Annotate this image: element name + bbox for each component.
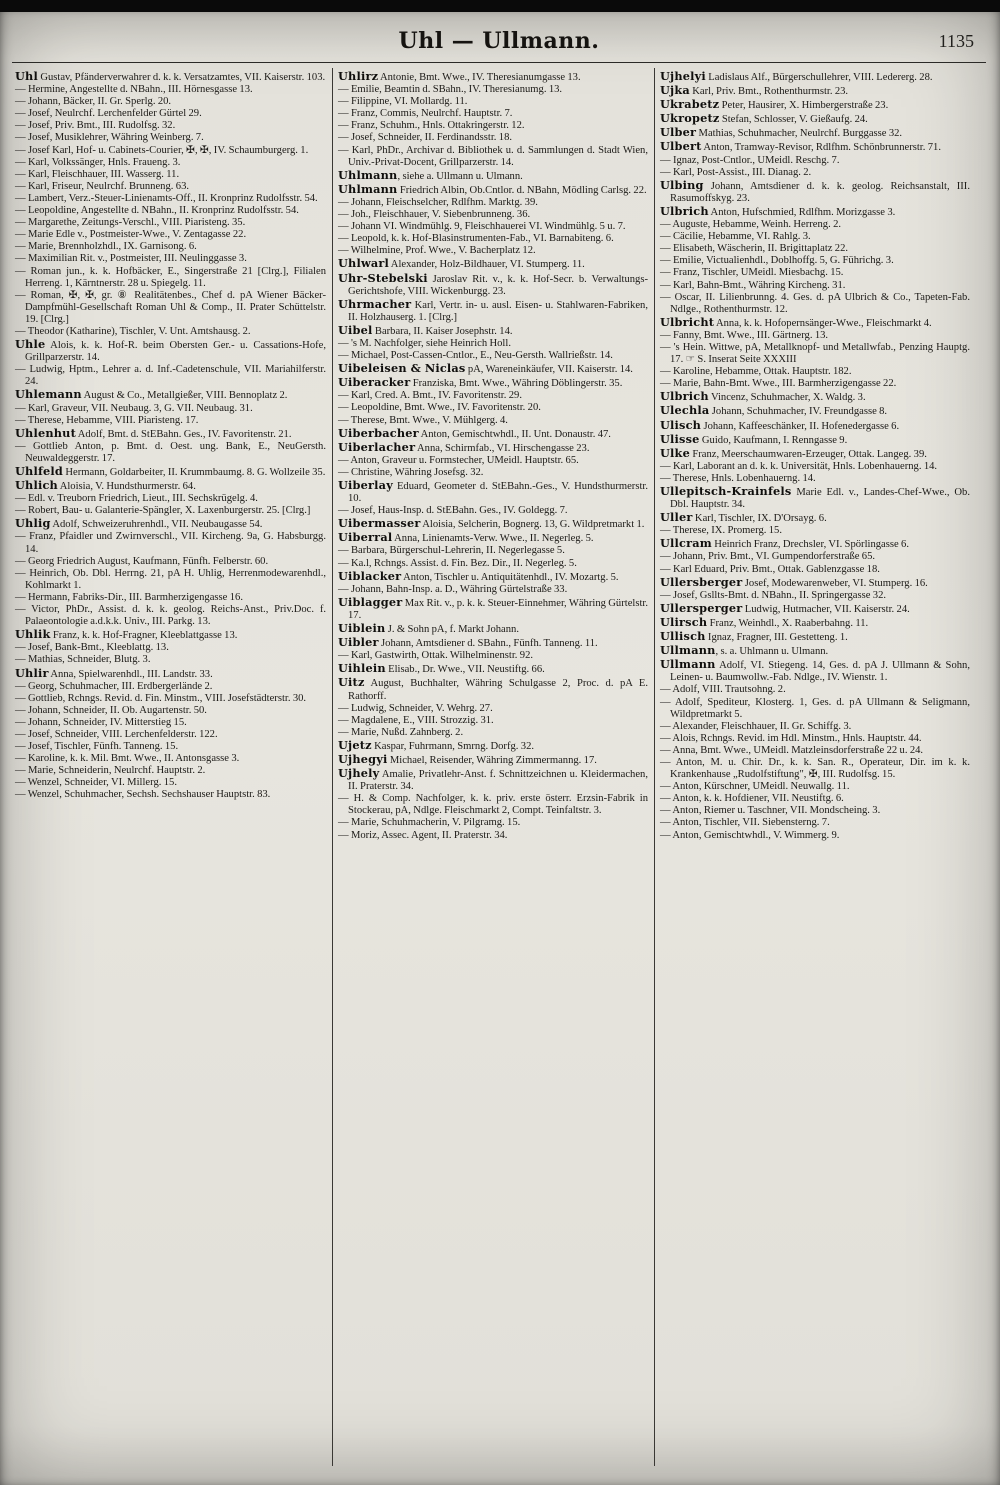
directory-entry: Uiberlay Eduard, Geometer d. StEBahn.-Ges., V. Hundsthurmerstr. 10. xyxy=(338,478,648,505)
directory-entry: Ulechla Johann, Schuhmacher, IV. Freundgasse 8. xyxy=(660,403,888,418)
column-3 xyxy=(654,68,976,1466)
entry-surname: Uhl xyxy=(15,69,38,83)
entry-surname: Uhlig xyxy=(15,516,51,531)
directory-entry: — Anton, Riemer u. Taschner, VII. Mondscheing. 3. xyxy=(660,805,881,817)
directory-entry: Ujhegyi Michael, Reisender, Währing Zimmermanng. 17. xyxy=(338,751,597,766)
directory-entry: Ujetz Kaspar, Fuhrmann, Smrng. Dorfg. 32. xyxy=(338,737,535,752)
directory-entry: — H. & Comp. Nachfolger, k. k. priv. erste österr. Erzsin-Fabrik in Stockerau, pA, Ndlge. Fleischmarkt 2, Compt. Teinfaltstr. 3. xyxy=(338,793,648,817)
directory-entry: — Josef, Neulrchf. Lerchenfelder Gürtel 29. xyxy=(15,108,202,120)
entry-surname: Ujhelyi xyxy=(660,69,706,83)
entry-surname: Uibermasser xyxy=(338,516,421,531)
directory-entry: — Gottlieb, Rchngs. Revid. d. Fin. Minstm., VIII. Josefstädterstr. 30. xyxy=(15,692,307,704)
directory-entry: Uhlfeld Hermann, Goldarbeiter, II. Krummbaumg. 8. G. Wollzeile 35. xyxy=(15,464,326,478)
directory-entry: — Auguste, Hebamme, Weinh. Herreng. 2. xyxy=(660,219,842,231)
directory-entry: Uibermasser Aloisia, Selcherin, Bognerg. 13, G. Wildpretmarkt 1. xyxy=(338,516,645,531)
entry-surname: Ujhegyi xyxy=(338,751,388,766)
entry-surname: Ujhely xyxy=(338,766,380,781)
directory-entry: — Wenzel, Schneider, VI. Millerg. 15. xyxy=(15,777,177,789)
directory-entry: — Anton, Tischler, VII. Siebensterng. 7. xyxy=(660,817,830,829)
entry-surname: Uihlein xyxy=(338,661,386,676)
directory-entry: — Margarethe, Zeitungs-Verschl., VIII. Piaristeng. 35. xyxy=(15,217,246,229)
directory-entry: Uiberacker Franziska, Bmt. Wwe., Währing Döblingerstr. 35. xyxy=(338,375,623,390)
scan-edge-top xyxy=(0,0,1000,12)
entry-surname: Ullersberger xyxy=(660,574,743,589)
directory-entry: — Johann, Fleischselcher, Rdlfhm. Marktg. 39. xyxy=(338,196,538,208)
directory-entry: — Maximilian Rit. v., Postmeister, III. Neulinggasse 3. xyxy=(15,253,247,265)
directory-entry: — Filippine, VI. Mollardg. 11. xyxy=(338,96,468,108)
directory-entry: — Edl. v. Treuborn Friedrich, Lieut., III. Sechskrügelg. 4. xyxy=(15,493,258,505)
directory-entry: Ulirsch Franz, Weinhdl., X. Raaberbahng. 11. xyxy=(660,614,869,629)
directory-entry: Ukrabetz Peter, Hausirer, X. Himbergerstraße 23. xyxy=(660,97,889,112)
entry-surname: Uiblein xyxy=(338,621,386,636)
directory-entry: — Johann, Priv. Bmt., VI. Gumpendorferstraße 65. xyxy=(660,551,876,563)
entry-surname: Uller xyxy=(660,510,693,525)
directory-entry: — Therese, Hnls. Lobenhauerng. 14. xyxy=(660,472,816,484)
directory-entry: — Franz, Commis, Neulrchf. Hauptstr. 7. xyxy=(338,108,513,120)
entry-surname: Uhr-Stebelski xyxy=(338,270,428,285)
directory-entry: — Karl Eduard, Priv. Bmt., Ottak. Gablenzgasse 18. xyxy=(660,563,880,575)
directory-entry: — Marie, Bahn-Bmt. Wwe., III. Barmherzigengasse 22. xyxy=(660,378,897,390)
directory-entry: — Karl, PhDr., Archivar d. Bibliothek u. d. Sammlungen d. Stadt Wien, Univ.-Privat-Docent, Grillparzerstr. 14. xyxy=(338,144,648,168)
directory-entry: Uiblein J. & Sohn pA, f. Markt Johann. xyxy=(338,621,519,636)
directory-entry: — Therese, Bmt. Wwe., V. Mühlgerg. 4. xyxy=(338,414,508,426)
directory-entry: — Leopoldine, Angestellte d. NBahn., II. Kronprinz Rudolfsstr. 54. xyxy=(15,205,299,217)
directory-entry: Uibler Johann, Amtsdiener d. SBahn., Fünfh. Tanneng. 11. xyxy=(338,635,598,650)
directory-entry: Uibel Barbara, II. Kaiser Josephstr. 14. xyxy=(338,322,513,337)
directory-entry: — Franz, Schuhm., Hnls. Ottakringerstr. 12. xyxy=(338,120,525,132)
directory-entry: Uiblacker Anton, Tischler u. Antiquitätenhdl., IV. Mozartg. 5. xyxy=(338,568,619,583)
directory-entry: Ujka Karl, Priv. Bmt., Rothenthurmstr. 23. xyxy=(660,83,849,98)
directory-entry: — Josef Karl, Hof- u. Cabinets-Courier, ✠, ✠, IV. Schaumburgerg. 1. xyxy=(15,144,309,156)
directory-entry: — Adolf, Spediteur, Klosterg. 1, Ges. d. pA Ullmann & Seligmann, Wildpretmarkt 5. xyxy=(660,696,970,720)
entry-surname: Uibler xyxy=(338,635,379,650)
directory-entry: Uiblagger Max Rit. v., p. k. k. Steuer-Einnehmer, Währing Gürtelstr. 17. xyxy=(338,594,648,621)
directory-entry: — Josef, Tischler, Fünfh. Tanneng. 15. xyxy=(15,741,179,753)
entry-surname: Ulisse xyxy=(660,431,700,446)
entry-surname: Uhlmann xyxy=(338,181,398,196)
directory-entry: — Josef, Gsllts-Bmt. d. NBahn., II. Springergasse 32. xyxy=(660,589,887,601)
directory-entry: — Magdalene, E., VIII. Strozzig. 31. xyxy=(338,714,494,726)
directory-entry: Uiberbacher Anton, Gemischtwhdl., II. Unt. Donaustr. 47. xyxy=(338,425,611,440)
directory-entry: Uhl Gustav, Pfänderverwahrer d. k. k. Versatzamtes, VII. Kaiserstr. 103. xyxy=(15,69,326,83)
directory-entry: — Anton, Graveur u. Formstecher, UMeidl. Hauptstr. 65. xyxy=(338,454,579,466)
directory-entry: Uihlein Elisab., Dr. Wwe., VII. Neustiftg. 66. xyxy=(338,661,545,676)
directory-entry: — 's Hein. Wittwe, pA, Metallknopf- und Metallwfab., Penzing Hauptg. 17. ☞ S. Inserat Seite XXXIII xyxy=(660,341,970,366)
directory-entry: — Karl, Gastwirth, Ottak. Wilhelminenstr. 92. xyxy=(338,650,534,662)
directory-entry: — Hermine, Angestellte d. NBahn., III. Hörnesgasse 13. xyxy=(15,84,253,96)
entry-surname: Ulbricht xyxy=(660,314,715,329)
directory-entry: — Anna, Bmt. Wwe., UMeidl. Matzleinsdorferstraße 22 u. 24. xyxy=(660,744,924,756)
directory-entry: — Alexander, Fleischhauer, II. Gr. Schiffg. 3. xyxy=(660,720,852,732)
column-2 xyxy=(332,68,654,1466)
directory-entry: — Josef, Schneider, VIII. Lerchenfelderstr. 122. xyxy=(15,728,218,740)
entry-surname: Uiberral xyxy=(338,530,393,545)
directory-entry: Uhlir Anna, Spielwarenhdl., III. Landstr. 33. xyxy=(15,665,213,680)
directory-entry: — Elisabeth, Wäscherin, II. Brigittaplatz 22. xyxy=(660,243,849,255)
directory-entry: — Fanny, Bmt. Wwe., III. Gärtnerg. 13. xyxy=(660,329,829,341)
directory-entry: — Anton, Kürschner, UMeidl. Neuwallg. 11. xyxy=(660,781,850,793)
entry-surname: Ulber xyxy=(660,125,697,140)
directory-entry: — Lambert, Verz.-Steuer-Linienamts-Off., II. Kronprinz Rudolfsstr. 54. xyxy=(15,192,318,204)
directory-entry: — Franz, Pfaidler und Zwirnverschl., VII. Kircheng. 9a, G. Habsburgg. 14. xyxy=(15,531,326,555)
entry-surname: Uiberlacher xyxy=(338,439,416,454)
directory-entry: — Marie, Schuhmacherin, V. Pilgramg. 15. xyxy=(338,817,521,829)
directory-entry: Ulbricht Anna, k. k. Hofopernsänger-Wwe., Fleischmarkt 4. xyxy=(660,314,932,329)
directory-entry: — Johann, Schneider, IV. Mitterstieg 15. xyxy=(15,716,187,728)
directory-entry: — Marie, Schneiderin, Neulrchf. Hauptstr. 2. xyxy=(15,765,206,777)
directory-entry: Uhlirz Antonie, Bmt. Wwe., IV. Theresianumgasse 13. xyxy=(338,69,581,83)
directory-entry: — Therese, IX. Promerg. 15. xyxy=(660,525,782,537)
directory-entry: — Johann, Bäcker, II. Gr. Sperlg. 20. xyxy=(15,96,172,108)
entry-surname: Ulbing xyxy=(660,177,704,192)
directory-entry: — Josef, Bank-Bmt., Kleeblattg. 13. xyxy=(15,642,169,654)
entry-surname: Uiberbacher xyxy=(338,425,419,440)
directory-entry: Uhlmann, siehe a. Ullmann u. Ulmann. xyxy=(338,167,523,182)
directory-entry: — Robert, Bau- u. Galanterie-Spängler, X. Laxenburgerstr. 25. [Clrg.] xyxy=(15,505,311,517)
directory-entry: Ulisse Guido, Kaufmann, I. Renngasse 9. xyxy=(660,431,848,446)
entry-surname: Uhlik xyxy=(15,627,51,642)
directory-entry: Ullcram Heinrich Franz, Drechsler, VI. Spörlingasse 6. xyxy=(660,536,909,551)
directory-entry: — Oscar, II. Lilienbrunng. 4. Ges. d. pA Ulbrich & Co., Tapeten-Fab. Ndlge., Rothenthurmstr. 12. xyxy=(660,291,970,315)
directory-entry: — Karl, Post-Assist., III. Dianag. 2. xyxy=(660,166,812,178)
directory-entry: — Therese, Hebamme, VIII. Piaristeng. 17. xyxy=(15,414,199,426)
entry-surname: Uhlir xyxy=(15,665,49,680)
directory-entry: — Anton, M. u. Chir. Dr., k. k. San. R., Operateur, Dir. im k. k. Krankenhause „Rudolfstiftung", ✠, III. Rudolfsg. 15. xyxy=(660,756,970,781)
entry-surname: Uhrmacher xyxy=(338,296,412,311)
entry-surname: Ukropetz xyxy=(660,111,720,126)
directory-entry: — Karl, Fleischhauer, III. Wasserg. 11. xyxy=(15,168,180,180)
entry-surname: Ulbert xyxy=(660,139,702,154)
entry-surname: Ullepitsch-Krainfels xyxy=(660,484,792,498)
directory-entry: — Leopoldine, Bmt. Wwe., IV. Favoritenstr. 20. xyxy=(338,402,541,414)
directory-entry: Ullepitsch-Krainfels Marie Edl. v., Landes-Chef-Wwe., Ob. Dbl. Hauptstr. 34. xyxy=(660,484,970,511)
entry-surname: Uiblacker xyxy=(338,568,402,583)
directory-entry: — Josef, Priv. Bmt., III. Rudolfsg. 32. xyxy=(15,120,176,132)
entry-surname: Uiblagger xyxy=(338,594,403,609)
directory-entry: — Alois, Rchngs. Revid. im Hdl. Minstm., Hnls. Hauptstr. 44. xyxy=(660,732,922,744)
directory-entry: Ulke Franz, Meerschaumwaren-Erzeuger, Ottak. Langeg. 39. xyxy=(660,445,927,460)
entry-surname: Ujetz xyxy=(338,737,372,752)
directory-entry: Uiberral Anna, Linienamts-Verw. Wwe., II. Negerleg. 5. xyxy=(338,530,594,545)
page-header xyxy=(10,28,988,62)
directory-entry: Ulbert Anton, Tramway-Revisor, Rdlfhm. Schönbrunnerstr. 71. xyxy=(660,139,941,154)
directory-entry: Ulber Mathias, Schuhmacher, Neulrchf. Burggasse 32. xyxy=(660,125,903,140)
directory-entry: — Theodor (Katharine), Tischler, V. Unt. Amtshausg. 2. xyxy=(15,325,251,337)
directory-entry: — Karl, Friseur, Neulrchf. Brunneng. 63. xyxy=(15,180,190,192)
directory-entry: — Heinrich, Ob. Dbl. Herrng. 21, pA H. Uhlig, Herrenmodewarenhdl., Kohlmarkt 1. xyxy=(15,567,326,591)
directory-entry: — Mathias, Schneider, Blutg. 3. xyxy=(15,654,151,666)
entry-surname: Ujka xyxy=(660,83,690,98)
directory-entry: — Cäcilie, Hebamme, VI. Rahlg. 3. xyxy=(660,231,811,243)
directory-entry: Uhrmacher Karl, Vertr. in- u. ausl. Eisen- u. Stahlwaren-Fabriken, II. Holzhauserg. 1. [Clrg.] xyxy=(338,296,648,323)
directory-entry: — Karoline, k. k. Mil. Bmt. Wwe., II. Antonsgasse 3. xyxy=(15,753,240,765)
directory-entry: Uhlemann August & Co., Metallgießer, VIII. Bennoplatz 2. xyxy=(15,387,288,402)
directory-entry: Uhlik Franz, k. k. Hof-Fragner, Kleeblattgasse 13. xyxy=(15,627,238,642)
page-number: 1135 xyxy=(938,31,974,51)
directory-entry: — Karl, Graveur, VII. Neubaug. 3, G. VII. Neubaug. 31. xyxy=(15,402,253,414)
page-title: Uhl — Ullmann. xyxy=(398,28,600,54)
directory-entry: Ulisch Johann, Kaffeeschänker, II. Hofenedergasse 6. xyxy=(660,417,900,432)
directory-entry: — Ludwig, Hptm., Lehrer a. d. Inf.-Cadetenschule, VII. Mariahilferstr. 24. xyxy=(15,364,326,388)
directory-page xyxy=(0,12,1000,1466)
directory-entry: — Johann, Schneider, II. Ob. Augartenstr. 50. xyxy=(15,704,207,716)
directory-entry: Uitz August, Buchhalter, Währing Schulgasse 2, Proc. d. pA E. Rathorff. xyxy=(338,675,648,702)
directory-entry: — Emilie, Victualienhdl., Doblhoffg. 5, G. Führichg. 3. xyxy=(660,255,894,267)
entry-surname: Ukrabetz xyxy=(660,97,720,112)
directory-entry: — Roman, ✠, ✠, gr. ⑧ Realitätenbes., Chef d. pA Wiener Bäcker-Dampfmühl-Gesellschaft Roman Uhl & Comp., II. Prater Schüttelstr. 19. [Clrg.] xyxy=(15,289,326,325)
directory-entry: Ulbing Johann, Amtsdiener d. k. k. geolog. Reichsanstalt, III. Rasumoffskyg. 23. xyxy=(660,177,970,204)
directory-entry: — Karl, Volkssänger, Hnls. Fraueng. 3. xyxy=(15,156,181,168)
directory-entry: Uhlwarl Alexander, Holz-Bildhauer, VI. Stumperg. 11. xyxy=(338,256,585,271)
directory-entry: — Marie, Nußd. Zahnberg. 2. xyxy=(338,726,464,738)
entry-surname: Uhle xyxy=(15,337,46,352)
directory-entry: — Barbara, Bürgerschul-Lehrerin, II. Negerlegasse 5. xyxy=(338,545,565,557)
entry-surname: Ullmann xyxy=(660,643,716,658)
directory-entry: Uhr-Stebelski Jaroslav Rit. v., k. k. Hof-Secr. b. Verwaltungs-Gerichtshofe, VIII. Wickenburgg. 23. xyxy=(338,270,648,297)
directory-entry: — Ka.l, Rchngs. Assist. d. Fin. Bez. Dir., II. Negerleg. 5. xyxy=(338,557,577,569)
directory-entry: Uhle Alois, k. k. Hof-R. beim Obersten Ger.- u. Cassations-Hofe, Grillparzerstr. 14. xyxy=(15,337,326,364)
directory-entry: — Georg, Schuhmacher, III. Erdbergerlände 2. xyxy=(15,680,213,692)
directory-columns xyxy=(10,66,988,1466)
directory-entry: Uller Karl, Tischler, IX. D'Orsayg. 6. xyxy=(660,510,827,525)
directory-entry: Ullisch Ignaz, Fragner, III. Gestetteng. 1. xyxy=(660,629,848,644)
entry-surname: Uiberlay xyxy=(338,478,393,492)
directory-entry: — Adolf, VIII. Trautsohng. 2. xyxy=(660,684,786,696)
entry-surname: Ulbrich xyxy=(660,203,709,218)
directory-entry: — Leopold, k. k. Hof-Blasinstrumenten-Fab., VI. Barnabiteng. 6. xyxy=(338,233,614,245)
directory-entry: — Karl, Laborant an d. k. k. Universität, Hnls. Lobenhauerng. 14. xyxy=(660,460,938,472)
entry-surname: Ulbrich xyxy=(660,389,709,404)
directory-entry: — Georg Friedrich August, Kaufmann, Fünfh. Felberstr. 60. xyxy=(15,555,269,567)
directory-entry: — Johann VI. Windmühlg. 9, Fleischhauerei VI. Windmühlg. 5 u. 7. xyxy=(338,221,626,233)
directory-entry: — Karoline, Hebamme, Ottak. Hauptstr. 182. xyxy=(660,366,852,378)
entry-surname: Ulke xyxy=(660,445,690,460)
entry-surname: Ulirsch xyxy=(660,614,708,629)
directory-entry: — Josef, Schneider, II. Ferdinandsstr. 18. xyxy=(338,132,513,144)
directory-entry: — Michael, Post-Cassen-Cntlor., E., Neu-Gersth. Wallrießstr. 14. xyxy=(338,350,613,362)
directory-entry: — Karl, Cred. A. Bmt., IV. Favoritenstr. 29. xyxy=(338,390,522,402)
entry-surname: Uibel xyxy=(338,322,373,337)
directory-entry: — Ignaz, Post-Cntlor., UMeidl. Reschg. 7. xyxy=(660,154,840,166)
directory-entry: Ullmann Adolf, VI. Stiegeng. 14, Ges. d. pA J. Ullmann & Sohn, Leinen- u. Baumwollw.-Fab. Ndlge., IV. Wienstr. 1. xyxy=(660,657,970,684)
entry-surname: Ullmann xyxy=(660,657,716,672)
directory-entry: — Wenzel, Schuhmacher, Sechsh. Sechshauser Hauptstr. 83. xyxy=(15,789,271,801)
column-1 xyxy=(10,68,332,1466)
entry-surname: Uhlemann xyxy=(15,387,82,402)
directory-entry: Uhlich Aloisia, V. Hundsthurmerstr. 64. xyxy=(15,478,196,493)
entry-surname: Uhlmann xyxy=(338,167,398,182)
directory-entry: — Joh., Fleischhauer, V. Siebenbrunneng. 36. xyxy=(338,209,531,221)
directory-entry: — Roman jun., k. k. Hofbäcker, E., Singerstraße 21 [Clrg.], Filialen Herreng. 1, Kärntnerstr. 28 u. Spiegelg. 11. xyxy=(15,265,326,289)
directory-entry: Uhlmann Friedrich Albin, Ob.Cntlor. d. NBahn, Mödling Carlsg. 22. xyxy=(338,181,647,196)
entry-surname: Ulisch xyxy=(660,417,702,432)
entry-surname: Uhlenhut xyxy=(15,425,77,440)
header-rule xyxy=(12,62,986,63)
directory-entry: Ujhely Amalie, Privatlehr-Anst. f. Schnittzeichnen u. Kleidermachen, II. Praterstr. 34. xyxy=(338,766,648,793)
directory-entry: — Gottlieb Anton, p. Bmt. d. Oest. ung. Bank, E., NeuGersth. Neuwaldeggerstr. 17. xyxy=(15,440,326,464)
entry-surname: Ullersperger xyxy=(660,600,743,615)
entry-surname: Uhlfeld xyxy=(15,464,63,478)
directory-entry: — Hermann, Fabriks-Dir., III. Barmherzigengasse 16. xyxy=(15,591,243,603)
directory-entry: — Anton, Gemischtwhdl., V. Wimmerg. 9. xyxy=(660,829,840,841)
directory-entry: — Christine, Währing Josefsg. 32. xyxy=(338,466,484,478)
directory-entry: — Emilie, Beamtin d. SBahn., IV. Theresianumg. 13. xyxy=(338,84,563,96)
directory-entry: Ulbrich Vincenz, Schuhmacher, X. Waldg. 3. xyxy=(660,389,866,404)
directory-entry: — Josef, Haus-Insp. d. StEBahn. Ges., IV. Goldegg. 7. xyxy=(338,505,568,517)
entry-surname: Uibeleisen & Niclas xyxy=(338,361,466,376)
entry-surname: Uitz xyxy=(338,675,365,690)
directory-entry: — Franz, Tischler, UMeidl. Miesbachg. 15. xyxy=(660,267,844,279)
directory-entry: — Wilhelmine, Prof. Wwe., V. Bacherplatz 12. xyxy=(338,245,536,257)
entry-surname: Ullcram xyxy=(660,536,712,551)
directory-entry: — Victor, PhDr., Assist. d. k. k. geolog. Reichs-Anst., Priv.Doc. f. Palaeontologie a.d.k.k. Univ., III. Parkg. 13. xyxy=(15,604,326,628)
directory-entry: — Ludwig, Schneider, V. Wehrg. 27. xyxy=(338,702,493,714)
directory-entry: Ullersberger Josef, Modewarenweber, VI. Stumperg. 16. xyxy=(660,574,928,589)
directory-entry: Uhlenhut Adolf, Bmt. d. StEBahn. Ges., IV. Favoritenstr. 21. xyxy=(15,425,292,440)
entry-surname: Uhlirz xyxy=(338,69,379,83)
directory-entry: Uiberlacher Anna, Schirmfab., VI. Hirschengasse 23. xyxy=(338,439,590,454)
directory-entry: — Marie Edle v., Postmeister-Wwe., V. Zentagasse 22. xyxy=(15,229,247,241)
entry-surname: Uiberacker xyxy=(338,375,411,390)
directory-entry: Ullmann, s. a. Uhlmann u. Ulmann. xyxy=(660,643,829,658)
entry-surname: Uhlwarl xyxy=(338,256,390,271)
directory-entry: Ujhelyi Ladislaus Alf., Bürgerschullehrer, VIII. Ledererg. 28. xyxy=(660,69,933,83)
entry-surname: Ullisch xyxy=(660,629,706,644)
directory-entry: — Marie, Brennholzhdl., IX. Garnisong. 6. xyxy=(15,241,197,253)
directory-entry: Uibeleisen & Niclas pA, Wareneinkäufer, VII. Kaiserstr. 14. xyxy=(338,361,633,376)
directory-entry: — Karl, Bahn-Bmt., Währing Kircheng. 31. xyxy=(660,279,846,291)
directory-entry: Ullersperger Ludwig, Hutmacher, VII. Kaiserstr. 24. xyxy=(660,600,910,615)
directory-entry: — Johann, Bahn-Insp. a. D., Währing Gürtelstraße 33. xyxy=(338,583,568,595)
directory-entry: Ulbrich Anton, Hufschmied, Rdlfhm. Morizgasse 3. xyxy=(660,203,896,218)
entry-surname: Ulechla xyxy=(660,403,710,418)
directory-entry: — Josef, Musiklehrer, Währing Weinberg. 7. xyxy=(15,132,204,144)
directory-entry: Ukropetz Stefan, Schlosser, V. Gießaufg. 24. xyxy=(660,111,868,126)
entry-surname: Uhlich xyxy=(15,478,58,493)
directory-entry: — Anton, k. k. Hofdiener, VII. Neustiftg. 6. xyxy=(660,793,844,805)
directory-entry: — 's M. Nachfolger, siehe Heinrich Holl. xyxy=(338,337,511,349)
directory-entry: Uhlig Adolf, Schweizeruhrenhdl., VII. Neubaugasse 54. xyxy=(15,516,263,531)
directory-entry: — Moriz, Assec. Agent, II. Praterstr. 34. xyxy=(338,829,508,841)
